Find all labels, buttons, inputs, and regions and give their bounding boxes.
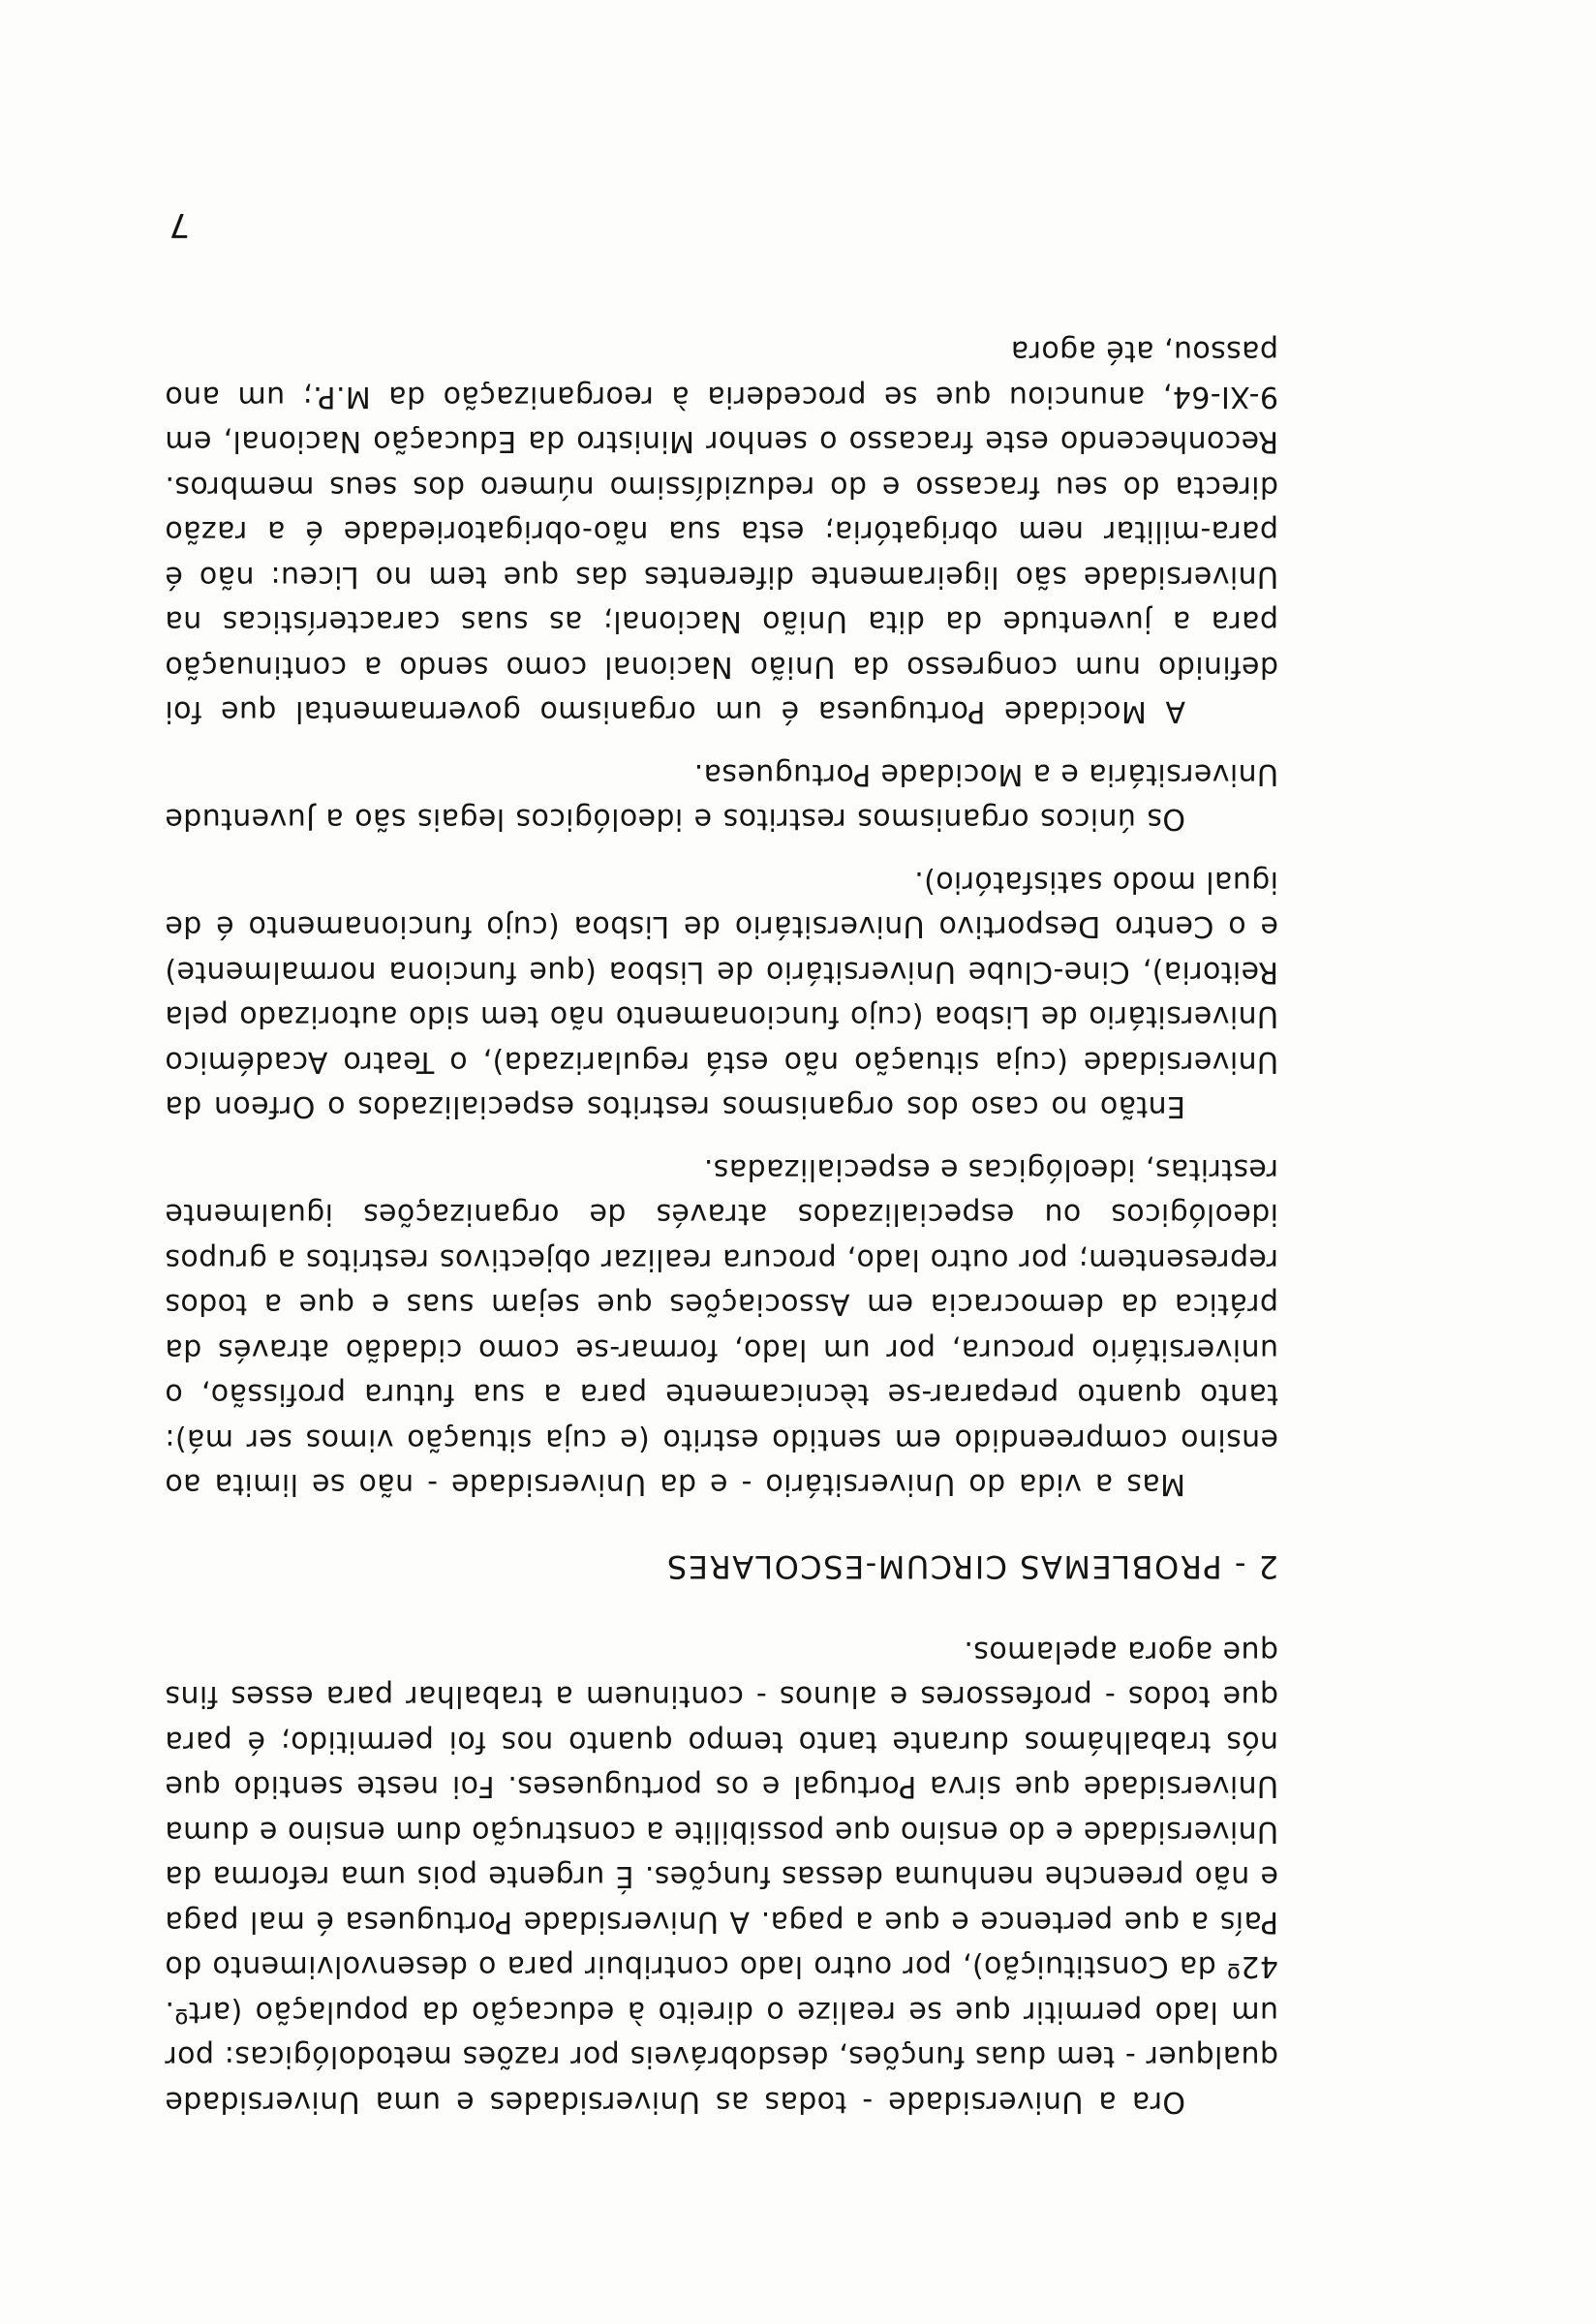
spacer [165,1129,1278,1147]
page-number: 7 [169,205,190,244]
paragraph: Ora a Universidade - todas as Universidades e uma Universidade qualquer - tem duas funções, desdobráveis por razões metodológicas: por um lado permitir que se realize o direito à educação da população (artº. 42º da Constituição), por outro lado contribuir para o desenvolvimento do País a que pertence e que a paga. A Universidade Portuguesa é mal paga e não preenche nenhuma dessas funções. É urgente pois uma reforma da Universidade e do ensino que possibilite a construção dum ensino e duma Universidade que sirva Portugal e os portugueses. Foi neste sentido que nós trabalhámos durante tanto tempo quanto nos foi permitido; é para que todos - professores e alunos - continuem a trabalhar para esses fins que agora apelamos. [165,1635,1278,2119]
paragraph: A Mocidade Portuguesa é um organismo governamental que foi definido num congresso da União Nacional como sendo a continuação para a juventude da dita União Nacional; as suas características na Universidade são ligeiramente diferentes das que tem no Liceu: não é para-militar nem obrigatória; esta sua não-obrigatoriedade é a razão directa do seu fracasso e do reduzidíssimo número dos seus membros. Reconhecendo este fracasso o senhor Ministro da Educação Nacional, em 9-XI-64, anunciou que se procederia à reorganização da M.P.; um ano passou, até agora [165,334,1278,729]
spacer [165,1590,1278,1629]
spacer [165,841,1278,859]
paragraph: Mas a vida do Universitário - e da Universidade - não se limita ao ensino compreendido em sentido estrito (e cuja situação vimos ser má): tanto quanto preparar-se tècnicamente para a sua futura profissão, o universitário procura, por um lado, formar-se como cidadão através da prática da democracia em Associações que sejam suas e que a todos representem; por outro lado, procura realizar objectivos restritos a grupos ideológicos ou especializados através de organizações igualmente restritas, ideológicas e especializadas. [165,1152,1278,1502]
paragraph: Os únicos organismos restritos e ideológicos legais são a Juventude Universitária e a Mocidade Portuguesa. [165,757,1278,837]
spacer [165,734,1278,751]
section-heading: 2 - PROBLEMAS CIRCUM-ESCOLARES [665,1548,1278,1586]
spacer [165,1507,1278,1545]
page-body [165,328,1278,2124]
paragraph: Então no caso dos organismos restritos especializados o Orfeon da Universidade (cuja situação não está regularizada), o Teatro Académico Universitário de Lisboa (cujo funcionamento não tem sido autorizado pela Reitoria), Cine-Clube Universitário de Lisboa (que funciona normalmente) e o Centro Desportivo Universitário de Lisboa (cujo funcionamento é de igual modo satisfatório). [165,865,1278,1124]
